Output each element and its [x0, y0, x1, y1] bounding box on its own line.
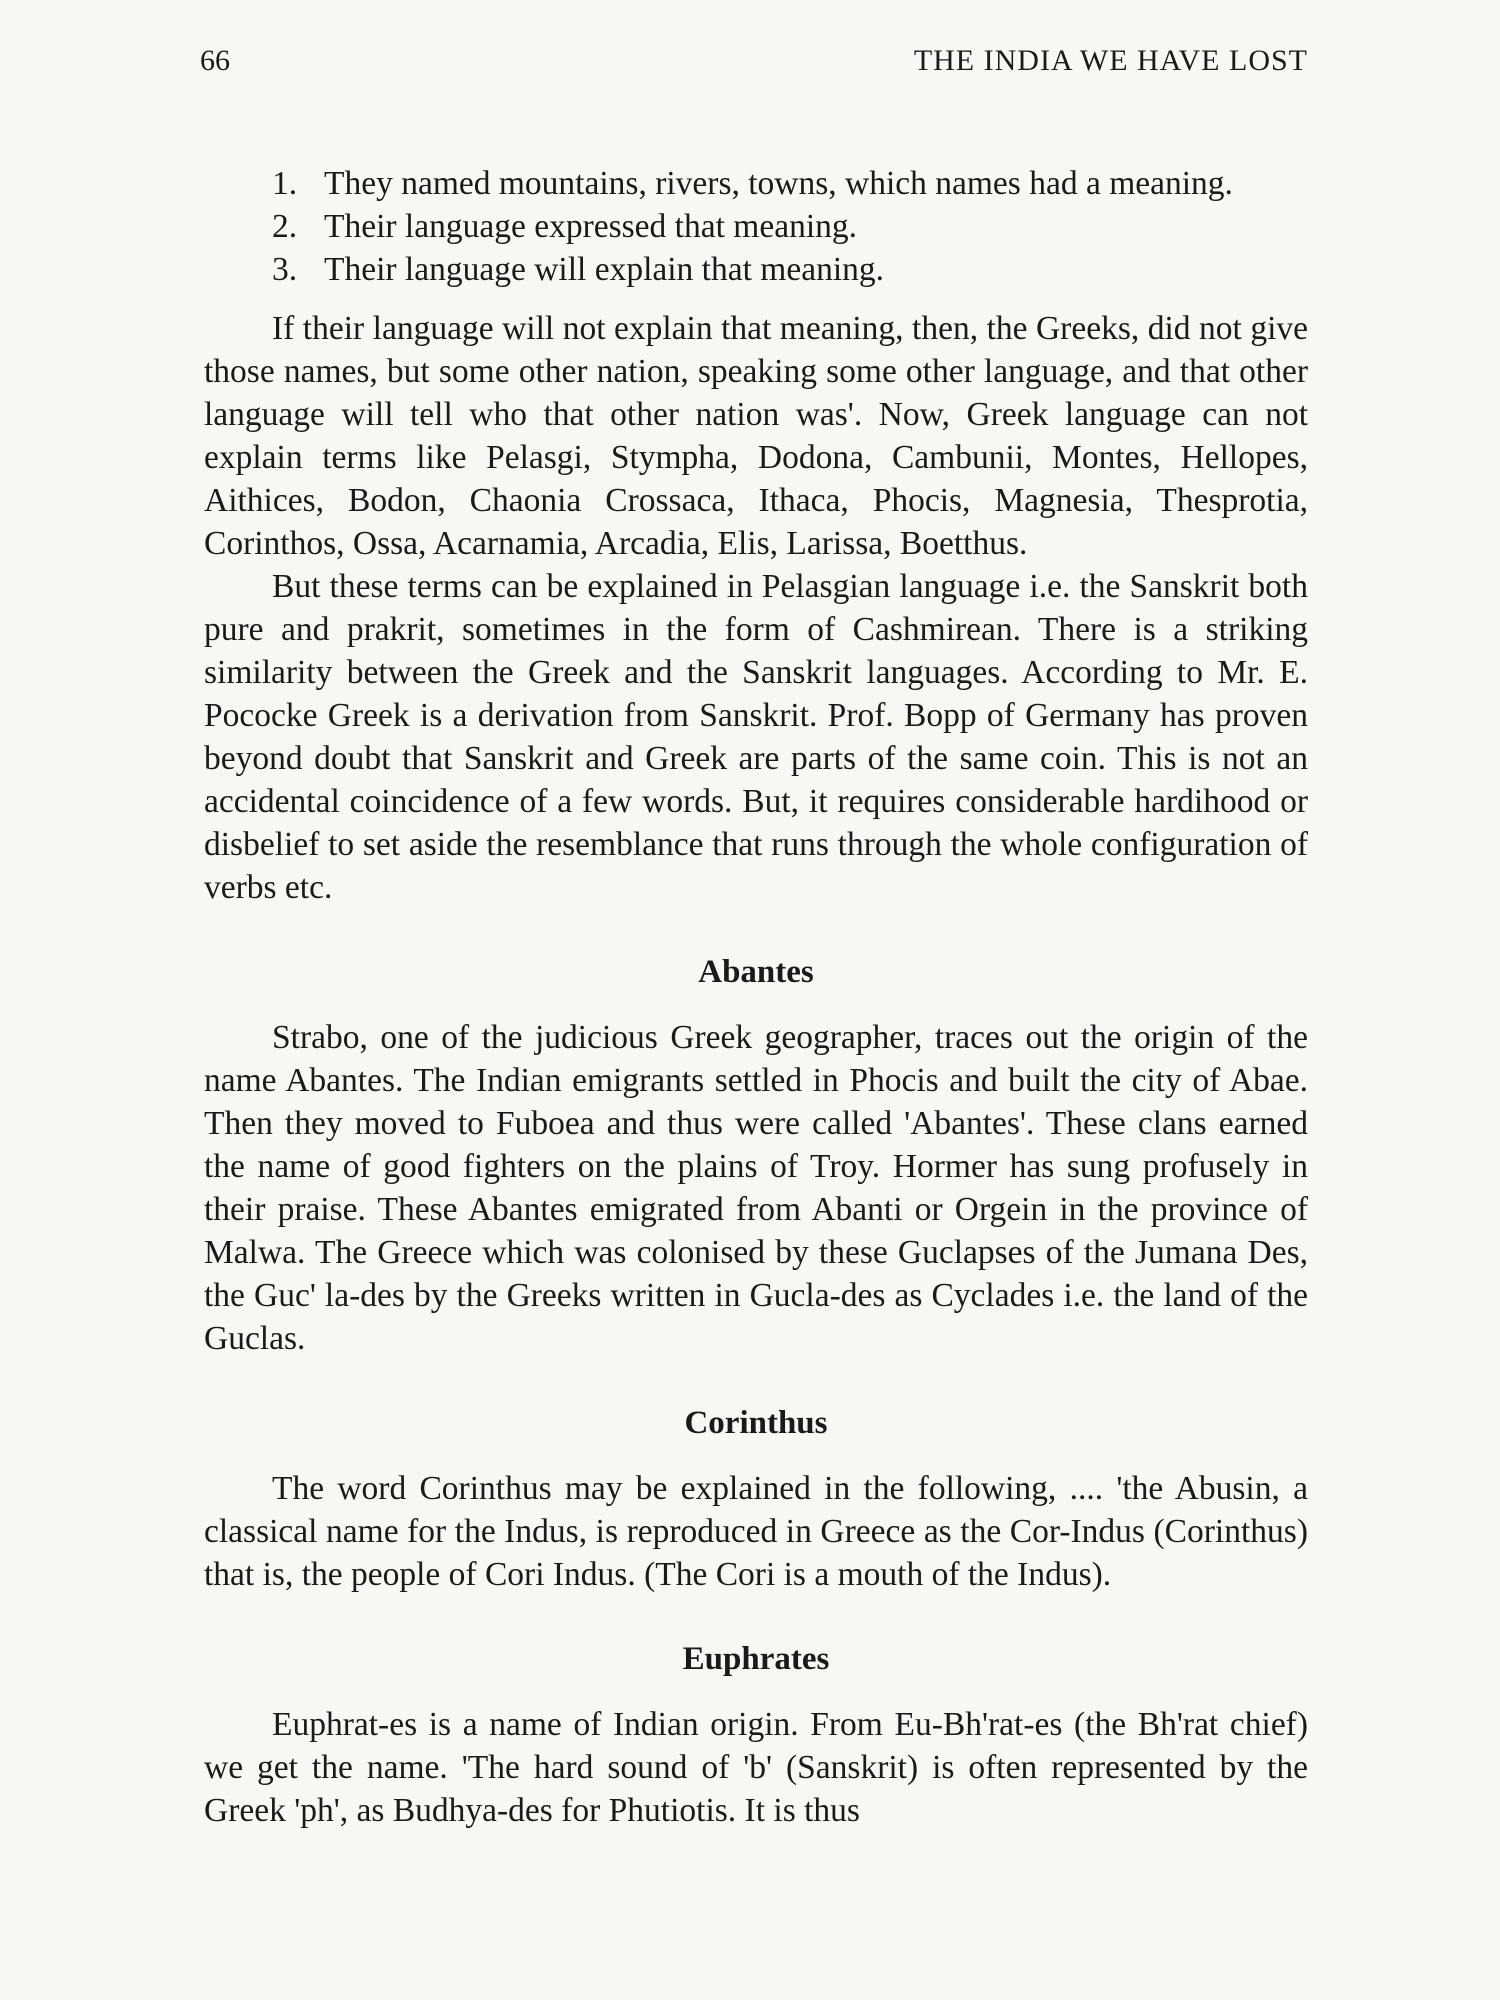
- section-text-euphrates: Euphrat-es is a name of Indian origin. From Eu-Bh'rat-es (the Bh'rat chief) we get the name. 'The hard sound of 'b' (Sanskrit) is often represented by the Greek 'ph', as Budhya-des for Phutiotis. It is thus: [204, 1706, 1308, 1829]
- section-text-abantes: Strabo, one of the judicious Greek geographer, traces out the origin of the name Abantes. The Indian emigrants settled in Phocis and built the city of Abae. Then they moved to Fuboea and thus were called 'Abantes'. These clans earned the name of good fighters on the plains of Troy. Hormer has sung profusely in their praise. These Abantes emigrated from Abanti or Orgein in the province of Malwa. The Greece which was colonised by these Guclapses of the Jumana Des, the Guc' la-des by the Greeks written in Gucla-des as Cyclades i.e. the land of the Guclas.: [204, 1019, 1308, 1357]
- paragraph: But these terms can be explained in Pelasgian language i.e. the Sanskrit both pure and prakrit, sometimes in the form of Cashmirean. There is a striking similarity between the Greek and the Sanskrit languages. According to Mr. E. Pococke Greek is a derivation from Sanskrit. Prof. Bopp of Germany has proven beyond doubt that Sanskrit and Greek are parts of the same coin. This is not an accidental coincidence of a few words. But, it requires considerable hardihood or disbelief to set aside the resemblance that runs through the whole configuration of verbs etc.: [204, 568, 1308, 906]
- list-text: They named mountains, rivers, towns, which names had a meaning.: [324, 165, 1233, 202]
- page-number: 66: [200, 44, 230, 77]
- running-title: THE INDIA WE HAVE LOST: [913, 44, 1308, 77]
- list-text: Their language will explain that meaning.: [324, 251, 885, 288]
- page-header: [200, 44, 1308, 84]
- body-text: [204, 162, 1308, 1832]
- list-text: Their language expressed that meaning.: [324, 208, 858, 245]
- list-number: 3.: [272, 251, 298, 288]
- list-item: [204, 205, 1308, 248]
- section-text-corinthus: The word Corinthus may be explained in the following, .... 'the Abusin, a classical name for the Indus, is reproduced in Greece as the Cor-Indus (Corinthus) that is, the people of Cori Indus. (The Cori is a mouth of the Indus).: [204, 1470, 1308, 1593]
- list-number: 2.: [272, 208, 298, 245]
- section-heading-euphrates: Euphrates: [682, 1641, 830, 1677]
- list-number: 1.: [272, 165, 298, 202]
- list-item: [204, 248, 1308, 291]
- list-item: [204, 162, 1308, 205]
- paragraph: If their language will not explain that meaning, then, the Greeks, did not give those names, but some other nation, speaking some other language, and that other language will tell who that other nation was'. Now, Greek language can not explain terms like Pelasgi, Stympha, Dodona, Cambunii, Montes, Hellopes, Aithices, Bodon, Chaonia Crossaca, Ithaca, Phocis, Magnesia, Thesprotia, Corinthos, Ossa, Acarnamia, Arcadia, Elis, Larissa, Boetthus.: [204, 310, 1308, 562]
- section-heading-corinthus: Corinthus: [684, 1405, 828, 1441]
- section-heading-abantes: Abantes: [698, 954, 814, 990]
